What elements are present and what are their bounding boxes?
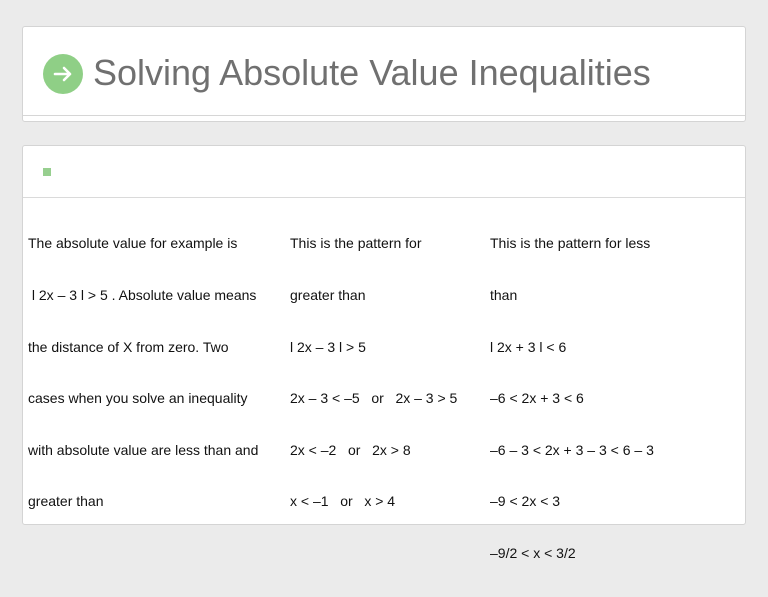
text-line: cases when you solve an inequality — [28, 390, 248, 407]
text-line: This is the pattern for — [290, 235, 422, 252]
arrow-right-circle-icon — [43, 54, 83, 94]
content-card — [22, 145, 746, 562]
bullet-marker — [43, 168, 51, 176]
text-line: –6 < 2x + 3 < 6 — [490, 390, 584, 407]
page-title: Solving Absolute Value Inequalities — [93, 52, 651, 93]
title-divider — [23, 115, 745, 116]
text-line: l 2x + 3 l < 6 — [490, 338, 567, 355]
text-line: –6 – 3 < 2x + 3 – 3 < 6 – 3 — [490, 441, 654, 458]
text-line: –9/2 < x < 3/2 — [490, 545, 576, 562]
text-line: greater than — [290, 287, 366, 304]
text-line: l 2x – 3 l > 5 — [290, 338, 366, 355]
text-line: than — [490, 287, 518, 304]
text-line: –9 < 2x < 3 — [490, 493, 561, 510]
content-divider — [23, 197, 745, 198]
text-line: 2x < –2 or 2x > 8 — [290, 441, 411, 458]
text-line: The absolute value for example is — [28, 235, 238, 252]
text-line: with absolute value are less than and — [28, 441, 259, 458]
text-line: l 2x – 3 l > 5 . Absolute value means — [28, 287, 257, 304]
column-greater-than — [290, 201, 485, 545]
text-line: greater than — [28, 493, 104, 510]
column-explanation — [28, 201, 283, 545]
text-line: the distance of X from zero. Two — [28, 338, 229, 355]
text-line: 2x – 3 < –5 or 2x – 3 > 5 — [290, 390, 458, 407]
text-line: This is the pattern for less — [490, 235, 651, 252]
title-card — [22, 26, 746, 122]
column-less-than — [490, 201, 740, 597]
text-line: x < –1 or x > 4 — [290, 493, 396, 510]
